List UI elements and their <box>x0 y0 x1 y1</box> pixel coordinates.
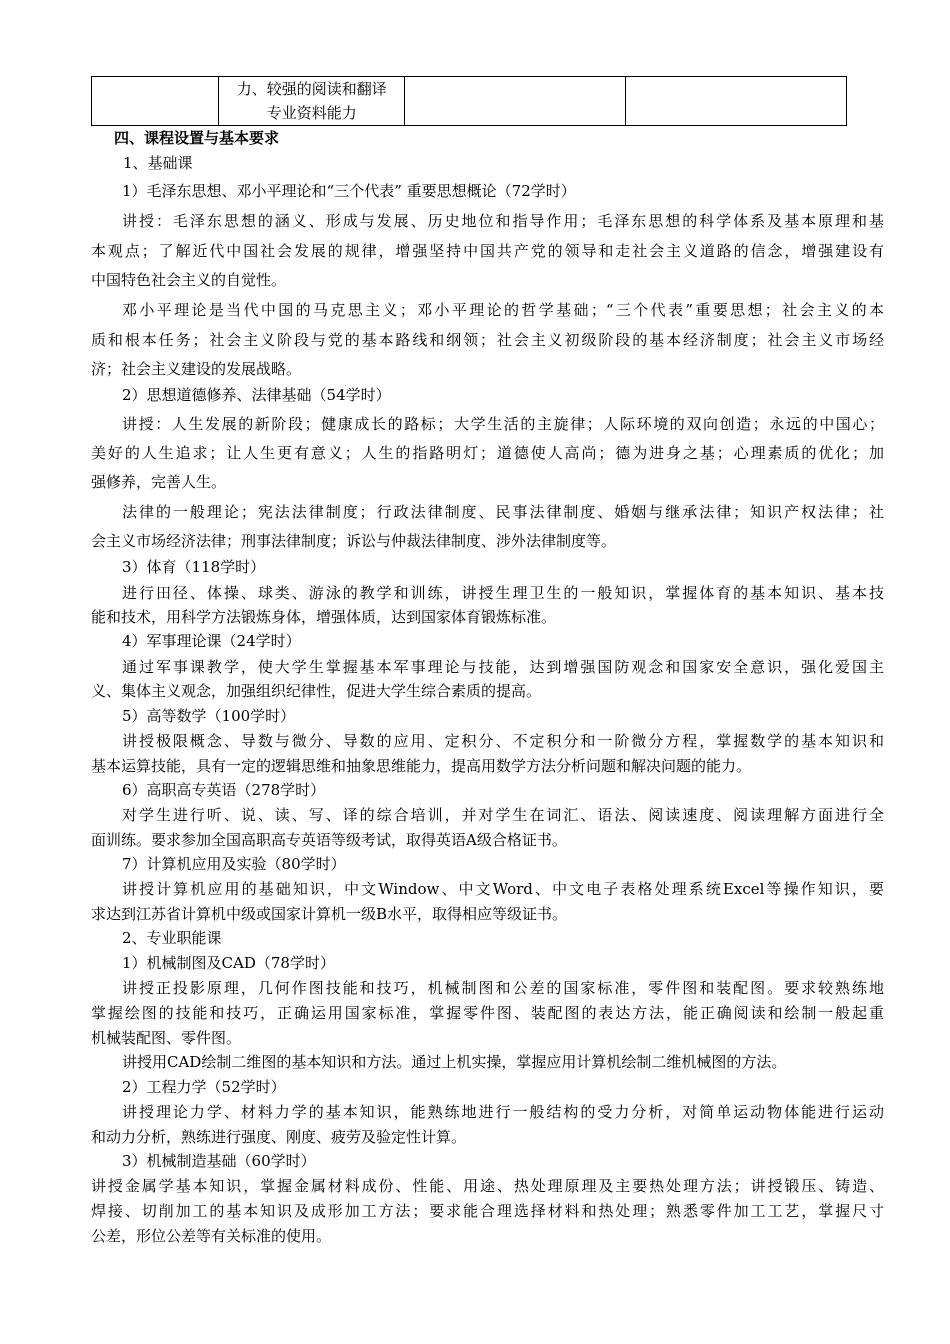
paragraph-line: 掌握绘图的技能和技巧，正确运用国家标准，掌握零件图、装配图的表达方法，能正确阅读和绘制一般起重 <box>91 1004 884 1022</box>
paragraph-line: 讲授计算机应用的基础知识，中文Window、中文Word、中文电子表格处理系统Excel等操作知识，要 <box>122 880 884 898</box>
course-title: 1）机械制图及CAD（78学时） <box>122 954 335 972</box>
paragraph-line: 讲授：人生发展的新阶段；健康成长的路标；大学生活的主旋律；人际环境的双向创造；永远的中国心； <box>122 415 884 433</box>
course-title: 3）体育（118学时） <box>122 558 266 576</box>
table-row <box>92 77 847 126</box>
paragraph-line: 求达到江苏省计算机中级或国家计算机一级B水平，取得相应等级证书。 <box>91 905 568 923</box>
subsection-heading: 1、基础课 <box>123 154 193 172</box>
subsection-heading: 2、专业职能课 <box>122 929 222 947</box>
paragraph-line: 对学生进行听、说、读、写、译的综合培训，并对学生在词汇、语法、阅读速度、阅读理解方面进行全 <box>122 806 884 824</box>
paragraph-line: 讲授：毛泽东思想的涵义、形成与发展、历史地位和指导作用；毛泽东思想的科学体系及基本原理和基 <box>122 212 884 230</box>
paragraph-line: 基本运算技能，具有一定的逻辑思维和抽象思维能力，提高用数学方法分析问题和解决问题的能力。 <box>91 757 752 775</box>
paragraph-line: 讲授极限概念、导数与微分、导数的应用、定积分、不定积分和一阶微分方程，掌握数学的基本知识和 <box>122 732 884 750</box>
paragraph-line: 济；社会主义建设的发展战略。 <box>91 360 302 378</box>
section-heading: 四、课程设置与基本要求 <box>114 129 280 147</box>
paragraph-line: 公差，形位公差等有关标准的使用。 <box>91 1227 332 1245</box>
paragraph-line: 能和技术，用科学方法锻炼身体，增强体质，达到国家体育锻炼标准。 <box>91 608 557 626</box>
course-title: 4）军事理论课（24学时） <box>122 632 301 650</box>
paragraph-line: 面训练。要求参加全国高职高专英语等级考试，取得英语A级合格证书。 <box>91 831 567 849</box>
paragraph-line: 质和根本任务；社会主义阶段与党的基本路线和纲领；社会主义初级阶段的基本经济制度；社会主义市场经 <box>91 331 884 349</box>
paragraph-line: 讲授金属学基本知识，掌握金属材料成份、性能、用途、热处理原理及主要热处理方法；讲授锻压、铸造、 <box>91 1177 884 1195</box>
table-cell-text: 专业资料能力 <box>266 104 357 122</box>
course-title: 5）高等数学（100学时） <box>122 707 296 725</box>
table-cell <box>626 77 847 126</box>
paragraph-line: 讲授用CAD绘制二维图的基本知识和方法。通过上机实操，掌握应用计算机绘制二维机械图的方法。 <box>122 1053 787 1071</box>
table-cell <box>92 77 219 126</box>
course-title: 3）机械制造基础（60学时） <box>122 1152 316 1170</box>
course-title: 6）高职高专英语（278学时） <box>122 781 326 799</box>
paragraph-line: 法律的一般理论；宪法法律制度；行政法律制度、民事法律制度、婚姻与继承法律；知识产权法律；社 <box>122 503 884 521</box>
paragraph-line: 会主义市场经济法律；刑事法律制度；诉讼与仲裁法律制度、涉外法律制度等。 <box>91 532 617 550</box>
course-title: 1）毛泽东思想、邓小平理论和“三个代表” 重要思想概论（72学时） <box>122 182 576 200</box>
paragraph-line: 强修养，完善人生。 <box>91 473 227 491</box>
paragraph-line: 美好的人生追求；让人生更有意义；人生的指路明灯；道德使人高尚；德为进身之基；心理素质的优化；加 <box>91 444 884 462</box>
table-cell <box>405 77 626 126</box>
paragraph-line: 义、集体主义观念，加强组织纪律性，促进大学生综合素质的提高。 <box>91 682 542 700</box>
course-title: 7）计算机应用及实验（80学时） <box>122 855 346 873</box>
paragraph-line: 通过军事课教学，使大学生掌握基本军事理论与技能，达到增强国防观念和国家安全意识，强化爱国主 <box>122 658 884 676</box>
table-cell <box>219 77 405 126</box>
table-cell-text: 力、较强的阅读和翻译 <box>236 80 387 98</box>
paragraph-line: 本观点；了解近代中国社会发展的规律，增强坚持中国共产党的领导和走社会主义道路的信念，增强建设有 <box>91 242 884 260</box>
course-title: 2）思想道德修养、法律基础（54学时） <box>122 386 391 404</box>
paragraph-line: 讲授理论力学、材料力学的基本知识，能熟练地进行一般结构的受力分析，对简单运动物体能进行运动 <box>122 1103 884 1121</box>
paragraph-line: 机械装配图、零件图。 <box>91 1029 242 1047</box>
paragraph-line: 中国特色社会主义的自觉性。 <box>91 271 287 289</box>
paragraph-line: 进行田径、体操、球类、游泳的教学和训练，讲授生理卫生的一般知识，掌握体育的基本知识、基本技 <box>122 584 884 602</box>
course-table-fragment <box>91 76 847 126</box>
paragraph-line: 焊接、切削加工的基本知识及成形加工方法；要求能合理选择材料和热处理；熟悉零件加工工艺，掌握尺寸 <box>91 1202 884 1220</box>
paragraph-line: 和动力分析，熟练进行强度、刚度、疲劳及验定性计算。 <box>91 1128 467 1146</box>
paragraph-line: 讲授正投影原理，几何作图技能和技巧，机械制图和公差的国家标准，零件图和装配图。要求较熟练地 <box>122 979 884 997</box>
course-title: 2）工程力学（52学时） <box>122 1078 286 1096</box>
paragraph-line: 邓小平理论是当代中国的马克思主义；邓小平理论的哲学基础；“三个代表”重要思想；社会主义的本 <box>122 301 884 319</box>
